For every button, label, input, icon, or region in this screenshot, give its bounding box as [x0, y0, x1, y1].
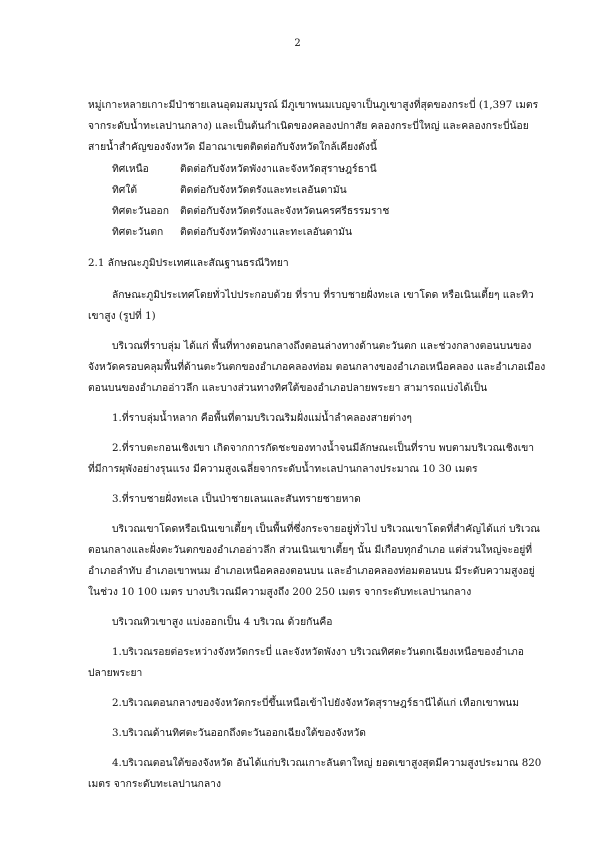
page-number: 2 — [294, 38, 301, 49]
intro-line-3: สายน้ำสำคัญของจังหวัด มีอาณาเขตติดต่อกับจังหวัดใกล้เคียงดังนี้ — [88, 141, 377, 153]
section-heading: 2.1 ลักษณะภูมิประเทศและสัณฐานธรณีวิทยา — [88, 257, 289, 269]
paragraph-line: ตอนกลางและฝั่งตะวันตกของอำเภออ่าวลึก ส่วนเนินเขาเตี้ยๆ นั้น มีเกือบทุกอำเภอ แต่ส่วนใหญ่จะอยู่ที่ — [88, 544, 533, 556]
paragraph-line: อำเภอลำทับ อำเภอเขาพนม อำเภอเหนือคลองตอนบน และอำเภอคลองท่อมตอนบน มีระดับความสูงอยู่ — [88, 565, 535, 577]
boundary-text: ติดต่อกับจังหวัดตรังและจังหวัดนครศรีธรรมราช — [180, 205, 390, 217]
paragraph-line: จังหวัดครอบคลุมพื้นที่ด้านตะวันตกของอำเภอคลองท่อม ตอนกลางของอำเภอเหนือคลอง และอำเภอเมือง — [88, 361, 546, 373]
list-item: 2.ที่ราบตะกอนเชิงเขา เกิดจากการกัดชะของทางน้ำจนมีลักษณะเป็นที่ราบ พบตามบริเวณเชิงเขา — [112, 442, 535, 454]
list-item: 3.บริเวณด้านทิศตะวันออกถึงตะวันออกเฉียงใต้ของจังหวัด — [112, 727, 366, 739]
paragraph-line: ลักษณะภูมิประเทศโดยทั่วไปประกอบด้วย ที่ราบ ที่ราบชายฝั่งทะเล เขาโดด หรือเนินเตี้ยๆ และทิว — [112, 289, 534, 301]
boundary-direction: ทิศใต้ — [112, 184, 138, 196]
paragraph-line: เขาสูง (รูปที่ 1) — [88, 310, 156, 322]
paragraph-line: บริเวณที่ราบลุ่ม ได้แก่ พื้นที่ทางตอนกลางถึงตอนล่างทางด้านตะวันตก และช่วงกลางตอนบนของ — [112, 340, 532, 352]
boundary-text: ติดต่อกับจังหวัดตรังและทะเลอันดามัน — [180, 184, 347, 196]
list-item: 3.ที่ราบชายฝั่งทะเล เป็นป่าชายเลนและสันทรายชายหาด — [112, 493, 361, 505]
boundary-direction: ทิศตะวันออก — [112, 205, 169, 217]
intro-line-1: หมู่เกาะหลายเกาะมีป่าชายเลนอุดมสมบูรณ์ มีภูเขาพนมเบญจาเป็นภูเขาสูงที่สุดของกระบี่ (1,397 เมตร — [88, 99, 539, 111]
list-item: 1.ที่ราบลุ่มน้ำหลาก คือพื้นที่ตามบริเวณริมฝั่งแม่น้ำลำคลองสายต่างๆ — [112, 412, 412, 424]
list-item-continued: เมตร จากระดับทะเลปานกลาง — [88, 778, 221, 790]
boundary-direction: ทิศตะวันตก — [112, 226, 164, 238]
list-item-continued: ที่มีการผุพังอย่างรุนแรง มีความสูงเฉลี่ยจากระดับน้ำทะเลปานกลางประมาณ 10 30 เมตร — [88, 463, 478, 475]
list-item: 1.บริเวณรอยต่อระหว่างจังหวัดกระบี่ และจังหวัดพังงา บริเวณทิศตะวันตกเฉียงเหนือของอำเภอ — [112, 646, 524, 658]
boundary-text: ติดต่อกับจังหวัดพังงาและทะเลอันดามัน — [180, 226, 353, 238]
list-item: 2.บริเวณตอนกลางของจังหวัดกระบี่ขึ้นเหนือเข้าไปยังจังหวัดสุราษฎร์ธานีได้แก่ เทือกเขาพนม — [112, 697, 520, 709]
paragraph-line: ในช่วง 10 100 เมตร บางบริเวณมีความสูงถึง 200 250 เมตร จากระดับทะเลปานกลาง — [88, 586, 472, 598]
paragraph-line: บริเวณทิวเขาสูง แบ่งออกเป็น 4 บริเวณ ด้วยกันคือ — [112, 616, 333, 628]
list-item-continued: ปลายพระยา — [88, 667, 143, 679]
boundary-direction: ทิศเหนือ — [112, 163, 149, 175]
paragraph-line: ตอนบนของอำเภออ่าวลึก และบางส่วนทางทิศใต้ของอำเภอปลายพระยา สามารถแบ่งได้เป็น — [88, 382, 488, 394]
boundary-text: ติดต่อกับจังหวัดพังงาและจังหวัดสุราษฎร์ธานี — [180, 163, 377, 175]
intro-line-2: จากระดับน้ำทะเลปานกลาง) และเป็นต้นกำเนิดของคลองปกาสัย คลองกระบี่ใหญ่ และคลองกระบี่น้อย — [88, 120, 529, 132]
paragraph-line: บริเวณเขาโดดหรือเนินเขาเตี้ยๆ เป็นพื้นที่ซึ่งกระจายอยู่ทั่วไป บริเวณเขาโดดที่สำคัญได้แก่ บริเวณ — [112, 523, 540, 535]
list-item: 4.บริเวณตอนใต้ของจังหวัด อันได้แก่บริเวณเกาะลันตาใหญ่ ยอดเขาสูงสุดมีความสูงประมาณ 820 — [112, 757, 542, 769]
